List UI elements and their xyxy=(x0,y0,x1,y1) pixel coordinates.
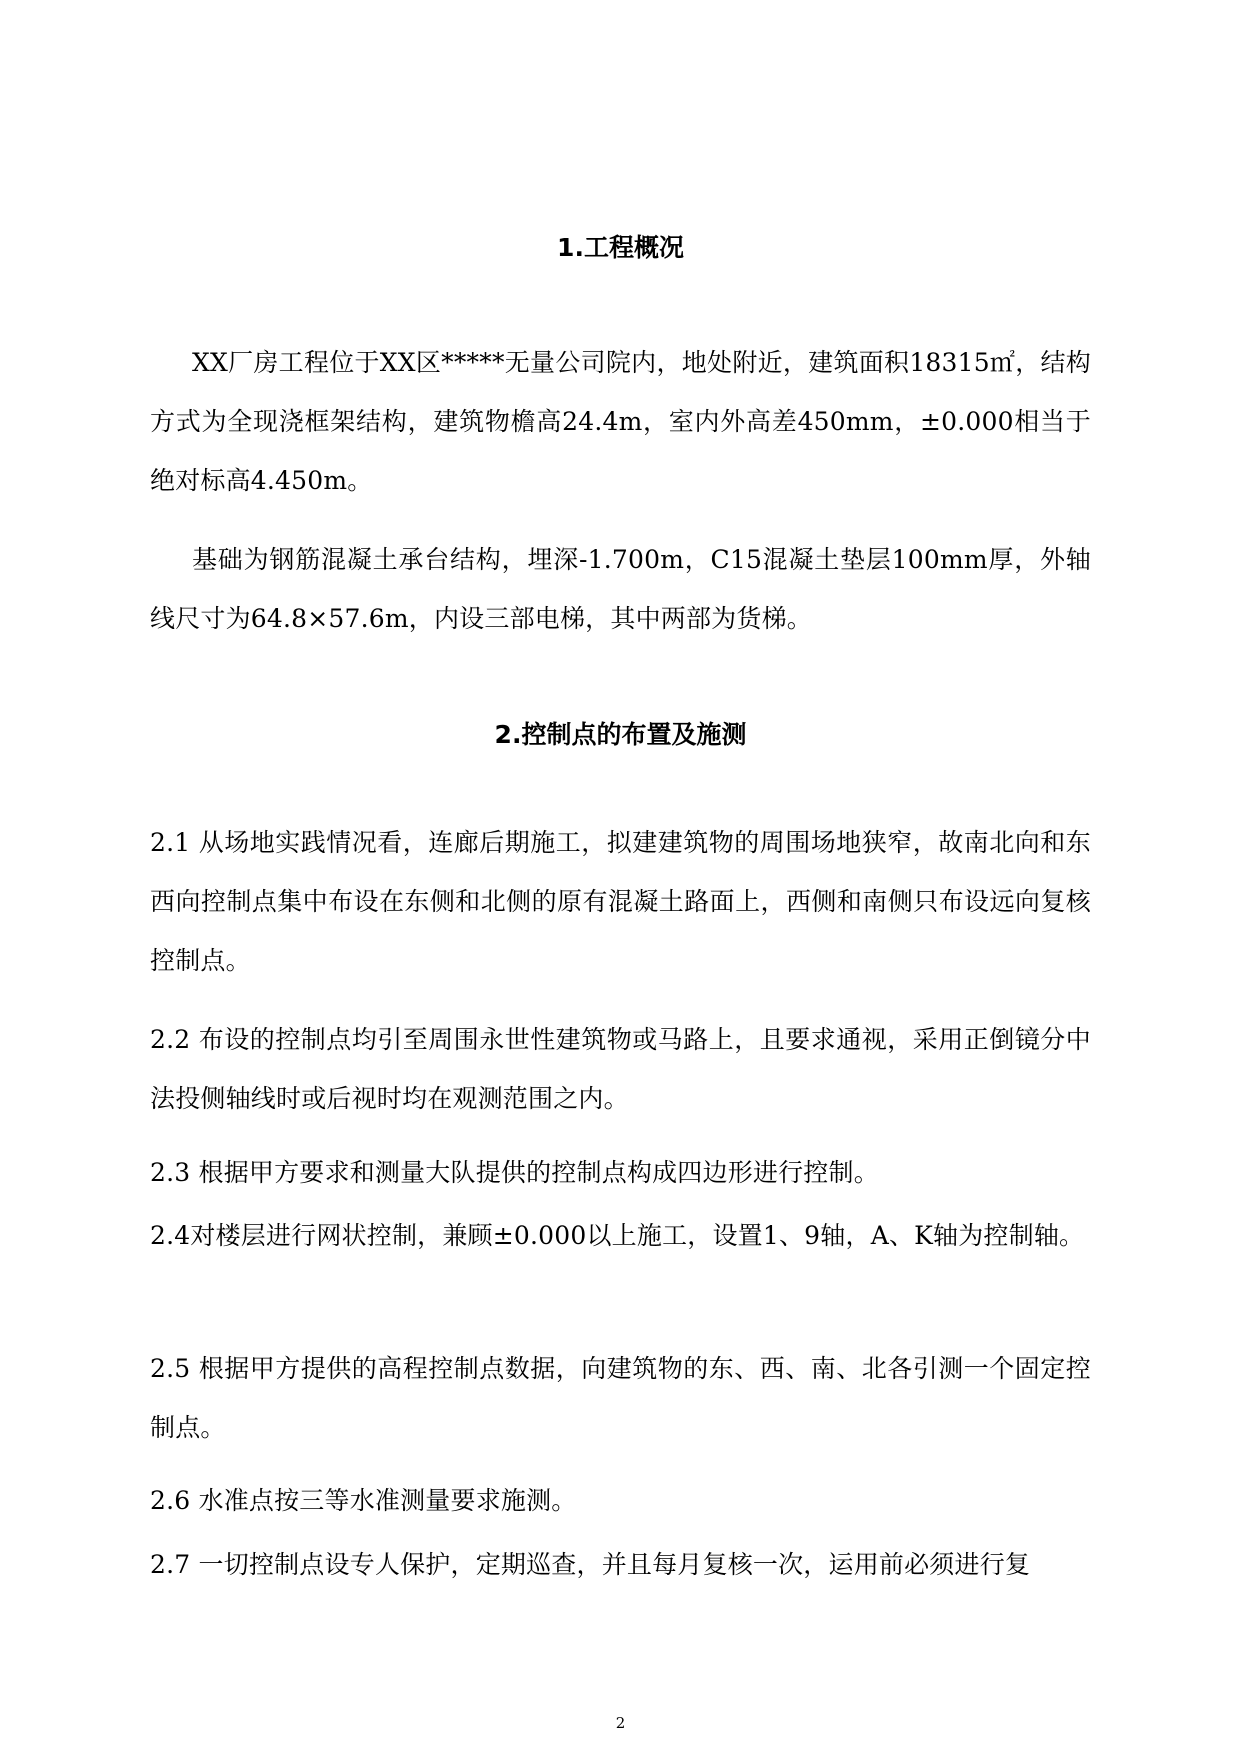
list-item-2-3: 2.3 根据甲方要求和测量大队提供的控制点构成四边形进行控制。 xyxy=(150,1158,879,1187)
list-item-2-6: 2.6 水准点按三等水准测量要求施测。 xyxy=(150,1486,577,1515)
section-heading-2: 2.控制点的布置及施测 xyxy=(494,720,747,749)
paragraph-foundation: 基础为钢筋混凝土承台结构，埋深-1.700m，C15混凝土垫层100mm厚，外轴线尺寸为64.8×57.6m，内设三部电梯，其中两部为货梯。 xyxy=(150,545,1091,633)
list-item-2-2: 2.2 布设的控制点均引至周围永世性建筑物或马路上，且要求通视，采用正倒镜分中法投侧轴线时或后视时均在观测范围之内。 xyxy=(150,1025,1091,1113)
list-item-2-1: 2.1 从场地实践情况看，连廊后期施工，拟建建筑物的周围场地狭窄，故南北向和东西向控制点集中布设在东侧和北侧的原有混凝土路面上，西侧和南侧只布设远向复核控制点。 xyxy=(150,828,1091,975)
list-item-2-5: 2.5 根据甲方提供的高程控制点数据，向建筑物的东、西、南、北各引测一个固定控制点。 xyxy=(150,1354,1091,1442)
list-item-2-7: 2.7 一切控制点设专人保护，定期巡查，并且每月复核一次，运用前必须进行复 xyxy=(150,1550,1031,1579)
list-item-2-4: 2.4对楼层进行网状控制，兼顾±0.000以上施工，设置1、9轴，A、K轴为控制轴。 xyxy=(150,1221,1085,1250)
paragraph-project-overview: XX厂房工程位于XX区*****无量公司院内，地处附近，建筑面积18315㎡，结构方式为全现浇框架结构，建筑物檐高24.4m，室内外高差450mm，±0.000相当于绝对标高4.450m。 xyxy=(150,348,1091,495)
section-heading-1: 1.工程概况 xyxy=(557,233,684,262)
page-number: 2 xyxy=(615,1714,626,1732)
